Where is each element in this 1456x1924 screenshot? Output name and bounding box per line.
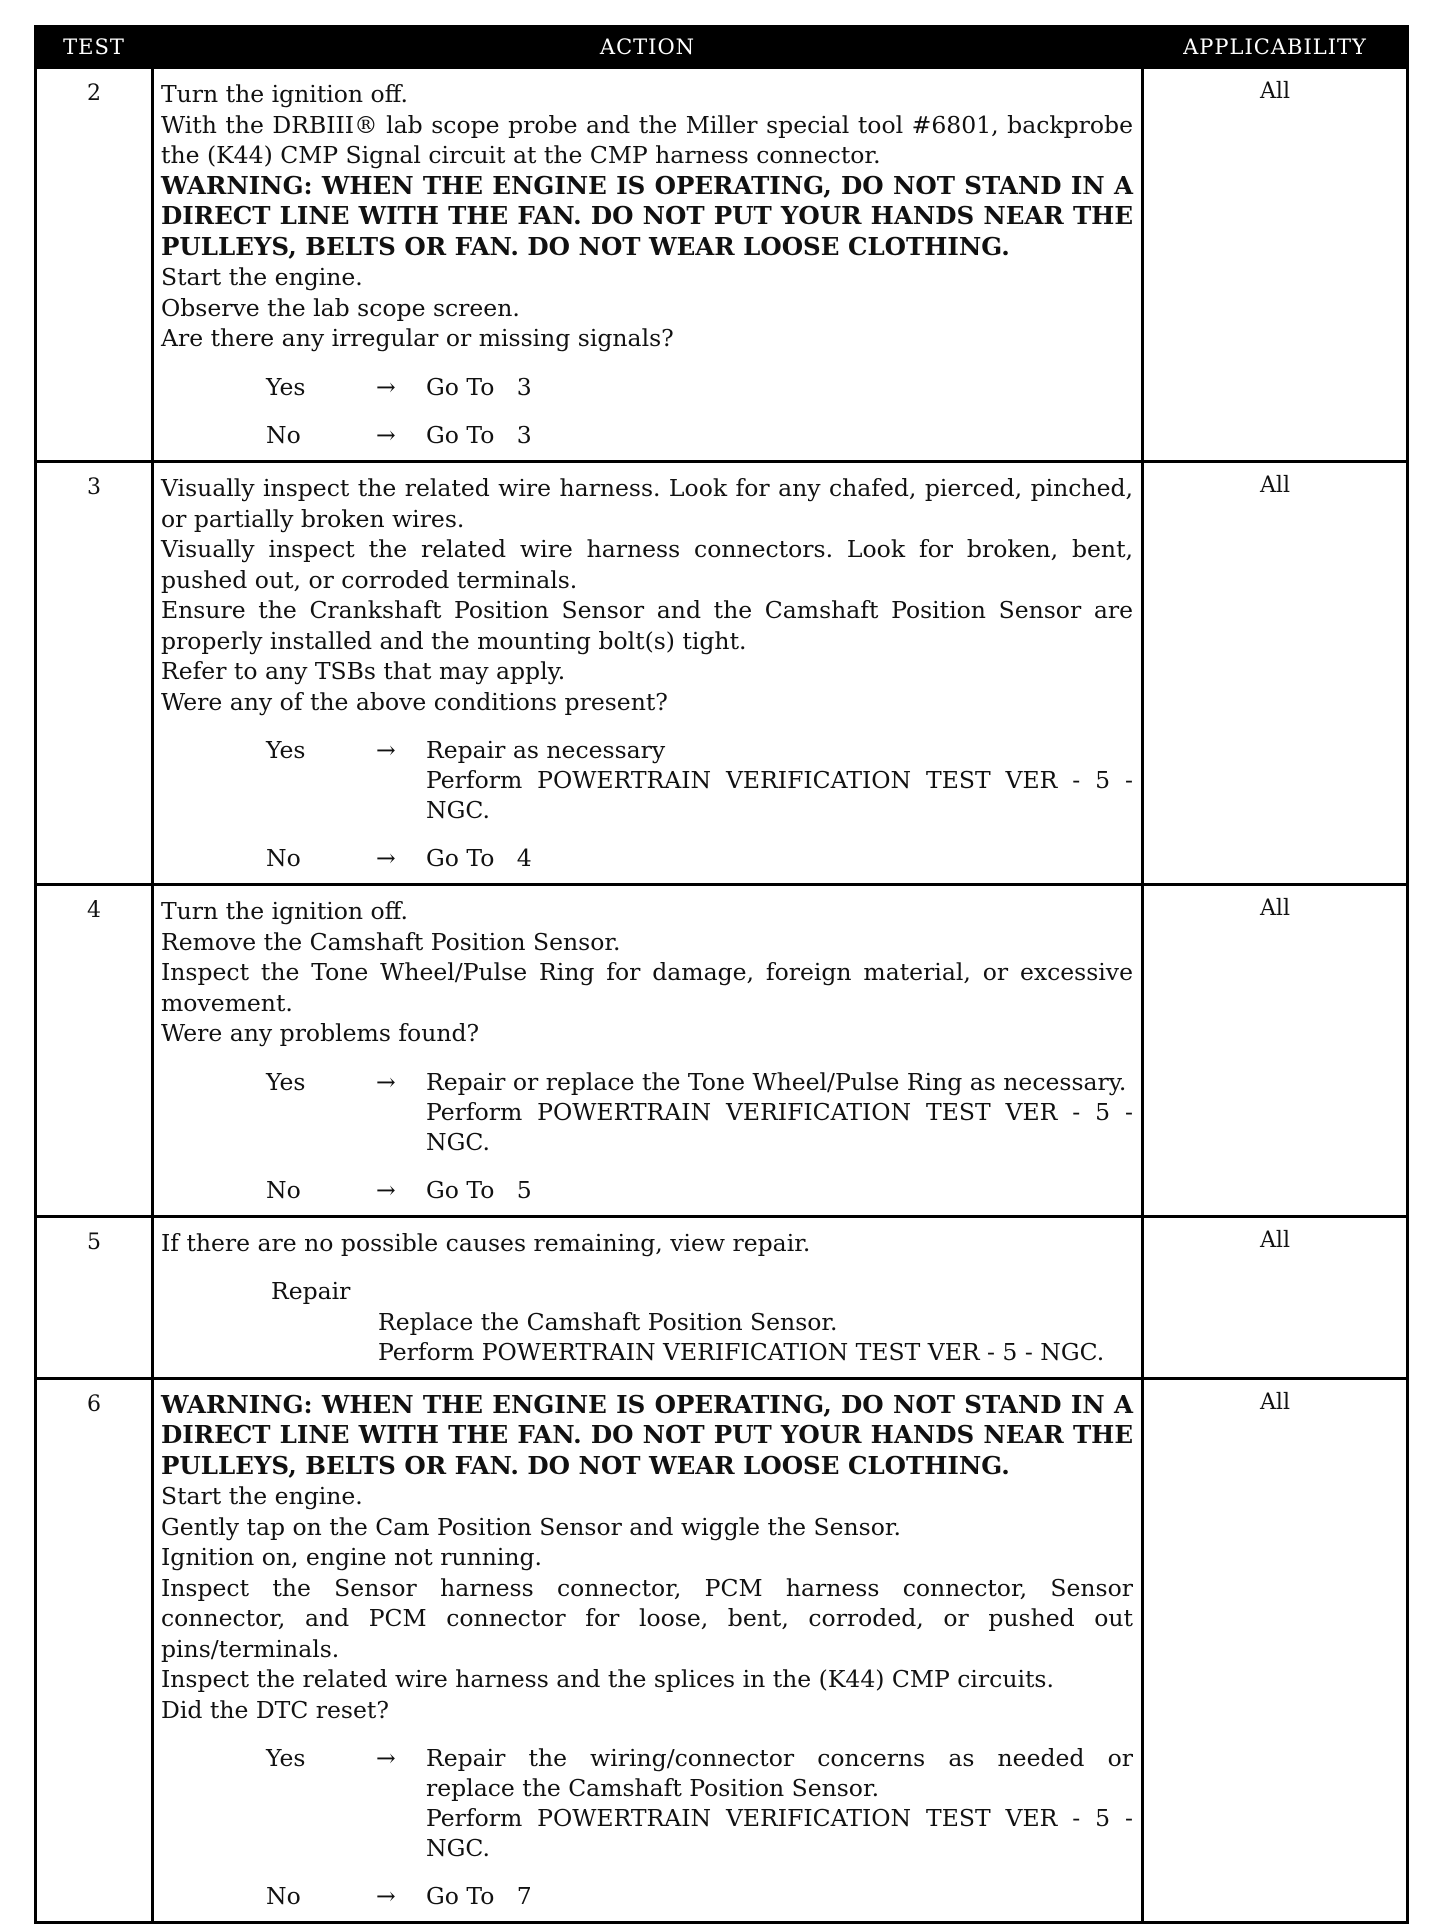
action-line: Turn the ignition off. [161, 80, 409, 108]
action-line: Refer to any TSBs that may apply. [161, 657, 566, 685]
table-row [36, 885, 1408, 1217]
header-applicability: APPLICABILITY [1143, 27, 1408, 68]
arrow-icon: → [376, 1882, 396, 1910]
action-line: Did the DTC reset? [161, 1695, 389, 1724]
table-header-row [36, 27, 1408, 68]
action-line: Gently tap on the Cam Position Sensor and wiggle the Sensor. [161, 1512, 901, 1541]
no-label: No [266, 1175, 301, 1204]
no-label: No [266, 844, 301, 872]
yes-branch [266, 735, 1141, 825]
action-line: Remove the Camshaft Position Sensor. [161, 927, 621, 956]
arrow-icon: → [376, 1175, 396, 1204]
action-line: Ensure the Crankshaft Position Sensor and the Camshaft Position Sensor are properly installed and the mounting bolt(s) tight. [161, 596, 1133, 655]
yes-result [426, 1743, 1141, 1863]
action-cell [153, 1216, 1143, 1378]
action-line: Observe the lab scope screen. [161, 293, 520, 322]
test-number: 2 [36, 68, 153, 462]
arrow-icon: → [376, 844, 396, 872]
yes-result [426, 372, 1133, 402]
no-branch [266, 1175, 1133, 1205]
no-result [426, 420, 1133, 450]
action-line: Start the engine. [161, 1482, 363, 1510]
result-line: Repair the wiring/connector concerns as needed or replace the Camshaft Position Sensor. [426, 1744, 1141, 1802]
result-line: Perform POWERTRAIN VERIFICATION TEST VER - 5 - NGC. [426, 766, 1141, 824]
no-label: No [266, 1882, 301, 1910]
action-line: Turn the ignition off. [161, 897, 409, 925]
action-line: Visually inspect the related wire harness connectors. Look for broken, bent, pushed out, or corroded terminals. [161, 535, 1133, 594]
action-line: Ignition on, engine not running. [161, 1543, 543, 1571]
action-line: Inspect the related wire harness and the splices in the (K44) CMP circuits. [161, 1665, 1054, 1693]
applicability-cell: All [1143, 1378, 1408, 1923]
no-branch [266, 843, 1133, 873]
result-line: Repair as necessary [426, 736, 666, 764]
arrow-icon: → [376, 420, 396, 449]
no-result [426, 1175, 1133, 1205]
arrow-icon: → [376, 372, 396, 401]
no-label: No [266, 420, 301, 449]
yes-label: Yes [266, 736, 306, 764]
test-number: 4 [36, 885, 153, 1217]
result-line: Go To 7 [426, 1882, 532, 1910]
result-line: Go To 5 [426, 1175, 532, 1204]
yes-label: Yes [266, 1067, 306, 1096]
applicability-cell: All [1143, 462, 1408, 885]
arrow-icon: → [376, 1067, 396, 1096]
action-line: If there are no possible causes remaining, view repair. [161, 1228, 811, 1257]
result-line: Perform POWERTRAIN VERIFICATION TEST VER - 5 - NGC. [378, 1337, 1105, 1366]
arrow-icon: → [376, 736, 396, 764]
action-cell [153, 1378, 1143, 1923]
warning-text: WARNING: WHEN THE ENGINE IS OPERATING, DO NOT STAND IN A DIRECT LINE WITH THE FAN. DO NOT PUT YOUR HANDS NEAR THE PULLEYS, BELTS OR FAN. DO NOT WEAR LOOSE CLOTHING. [161, 170, 1133, 261]
table-row [36, 68, 1408, 462]
repair-label: Repair [271, 1277, 351, 1305]
result-line: Go To 3 [426, 420, 532, 449]
result-line: Go To 3 [426, 372, 532, 401]
action-line: Were any problems found? [161, 1019, 480, 1047]
action-line: Were any of the above conditions present? [161, 687, 668, 716]
yes-branch [266, 1067, 1141, 1157]
yes-result [426, 1067, 1141, 1157]
result-line: Perform POWERTRAIN VERIFICATION TEST VER - 5 - NGC. [426, 1097, 1141, 1156]
header-action: ACTION [153, 27, 1143, 68]
action-line: Visually inspect the related wire harness. Look for any chafed, pierced, pinched, or partially broken wires. [161, 474, 1133, 533]
warning-text: WARNING: WHEN THE ENGINE IS OPERATING, DO NOT STAND IN A DIRECT LINE WITH THE FAN. DO NOT PUT YOUR HANDS NEAR THE PULLEYS, BELTS OR FAN. DO NOT WEAR LOOSE CLOTHING. [161, 1389, 1133, 1480]
applicability-cell: All [1143, 1216, 1408, 1378]
action-line: Start the engine. [161, 263, 363, 291]
result-line: Repair or replace the Tone Wheel/Pulse Ring as necessary. [426, 1067, 1127, 1096]
action-line: With the DRBIII® lab scope probe and the Miller special tool #6801, backprobe the (K44) CMP Signal circuit at the CMP harness connector. [161, 110, 1133, 169]
header-test: TEST [36, 27, 153, 68]
yes-branch [266, 372, 1133, 402]
test-number: 6 [36, 1378, 153, 1923]
table-row [36, 1216, 1408, 1378]
action-line: Inspect the Tone Wheel/Pulse Ring for damage, foreign material, or excessive movement. [161, 958, 1133, 1017]
yes-branch [266, 1743, 1141, 1863]
table-row [36, 462, 1408, 885]
no-result [426, 843, 1133, 873]
result-line: Replace the Camshaft Position Sensor. [378, 1307, 838, 1336]
no-branch [266, 1881, 1133, 1911]
arrow-icon: → [376, 1744, 396, 1772]
yes-label: Yes [266, 372, 306, 401]
diagnostic-test-table [34, 25, 1409, 1924]
action-cell [153, 885, 1143, 1217]
repair-result [378, 1307, 1133, 1367]
action-cell [153, 68, 1143, 462]
yes-result [426, 735, 1141, 825]
action-line: Are there any irregular or missing signals? [161, 324, 674, 352]
no-result [426, 1881, 1133, 1911]
result-line: Perform POWERTRAIN VERIFICATION TEST VER - 5 - NGC. [426, 1804, 1141, 1862]
no-branch [266, 420, 1133, 450]
result-line: Go To 4 [426, 844, 532, 872]
action-line: Inspect the Sensor harness connector, PCM harness connector, Sensor connector, and PCM connector for loose, bent, corroded, or pushed out pins/terminals. [161, 1573, 1133, 1663]
test-number: 3 [36, 462, 153, 885]
table-row [36, 1378, 1408, 1923]
test-number: 5 [36, 1216, 153, 1378]
yes-label: Yes [266, 1744, 306, 1772]
applicability-cell: All [1143, 68, 1408, 462]
action-cell [153, 462, 1143, 885]
diagnostic-test-table-page [34, 25, 1406, 1924]
applicability-cell: All [1143, 885, 1408, 1217]
